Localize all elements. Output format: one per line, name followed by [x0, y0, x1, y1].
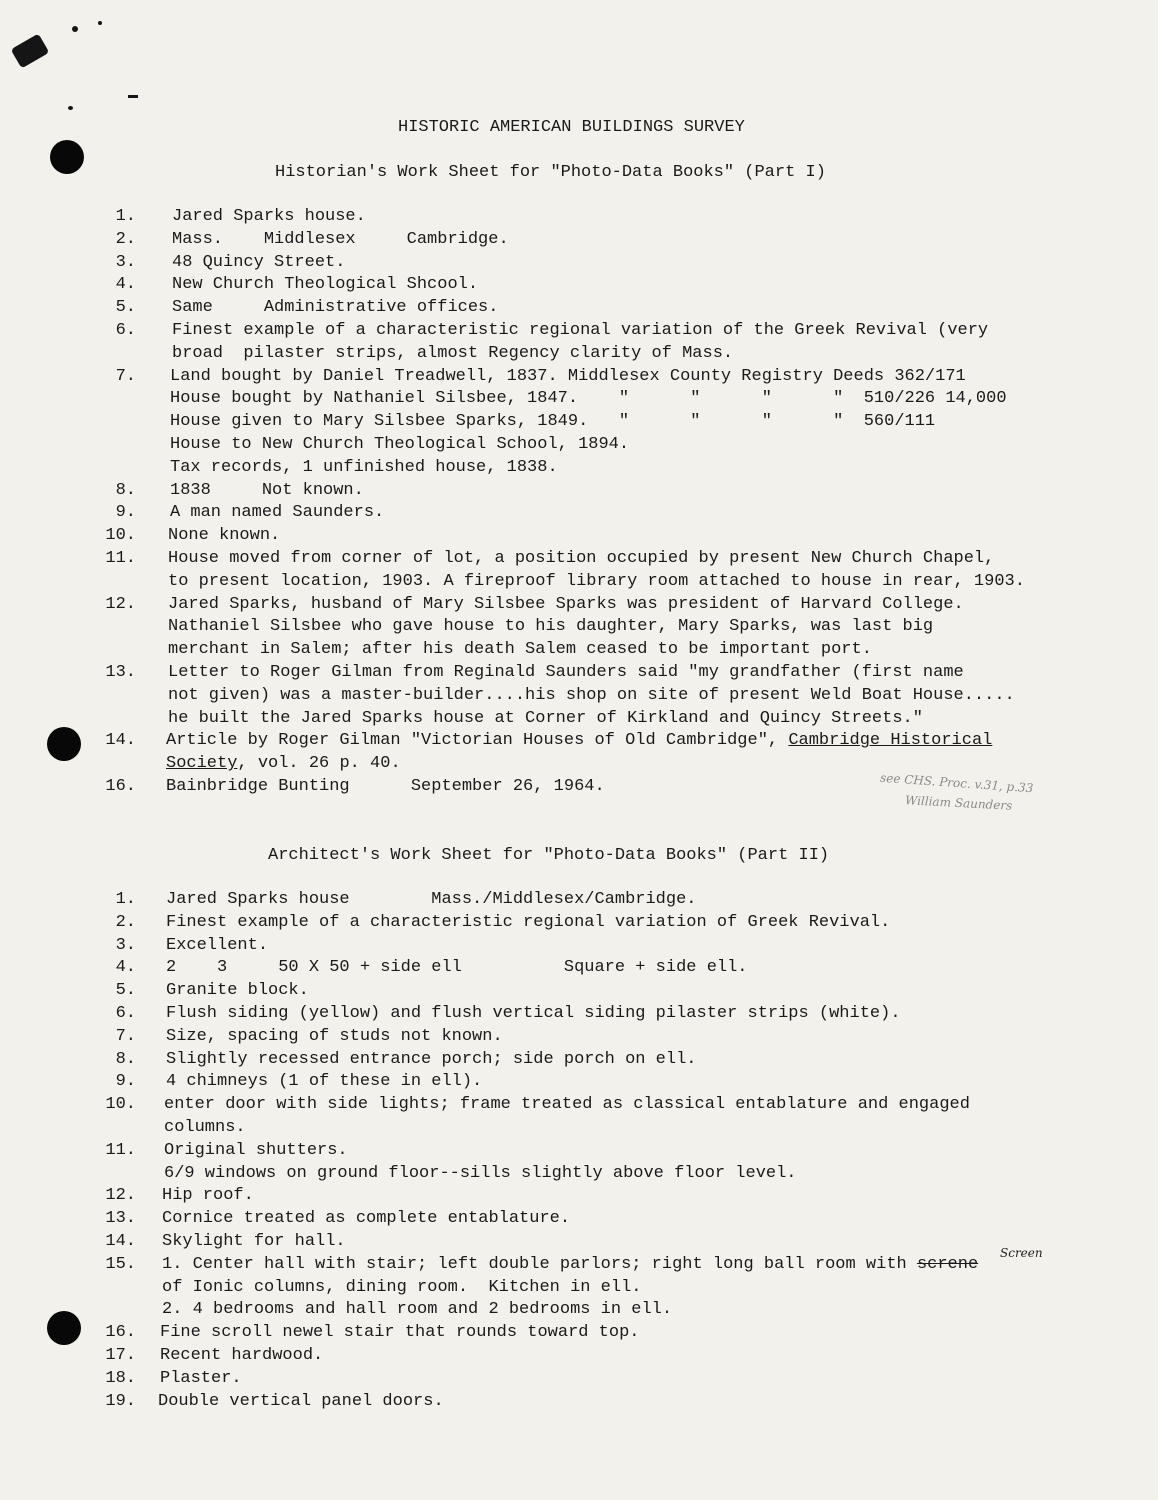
list-item: he built the Jared Sparks house at Corner of Kirkland and Quincy Streets.": [168, 708, 923, 728]
punch-hole-top: [50, 140, 84, 174]
list-item: 6/9 windows on ground floor--sills slightly above floor level.: [164, 1163, 797, 1183]
list-item: 1. Jared Sparks house Mass./Middlesex/Cambridge.: [115, 890, 697, 909]
part2-heading: Architect's Work Sheet for "Photo-Data Books" (Part II): [268, 846, 830, 865]
list-item: 8. Slightly recessed entrance porch; side porch on ell.: [115, 1049, 697, 1069]
list-item: 6. Flush siding (yellow) and flush vertical siding pilaster strips (white).: [115, 1003, 901, 1023]
list-item: 13. Letter to Roger Gilman from Reginald Saunders said "my grandfather (first name: [105, 662, 964, 682]
list-item: House bought by Nathaniel Silsbee, 1847. " " " " 510/226 14,000: [170, 389, 1007, 409]
list-item: Tax records, 1 unfinished house, 1838.: [170, 457, 558, 477]
list-item: 14. Skylight for hall.: [105, 1231, 346, 1251]
list-item: merchant in Salem; after his death Salem ceased to be important port.: [168, 640, 872, 660]
handwritten-note: William Saunders: [904, 793, 1013, 813]
list-item: 12. Jared Sparks, husband of Mary Silsbee Sparks was president of Harvard College.: [105, 594, 964, 614]
list-item: broad pilaster strips, almost Regency clarity of Mass.: [172, 343, 734, 363]
corner-speck: [68, 106, 73, 110]
corner-speck: [11, 33, 50, 68]
list-item: 12. Hip roof.: [105, 1186, 254, 1206]
list-item: 17. Recent hardwood.: [105, 1345, 324, 1365]
list-item: 2. Mass. Middlesex Cambridge.: [115, 229, 509, 249]
list-item: 4. New Church Theological Shcool.: [115, 275, 479, 295]
publication-title: Cambridge Historical: [788, 731, 993, 751]
list-item: to present location, 1903. A fireproof library room attached to house in rear, 1903.: [168, 571, 1025, 591]
list-item: 18. Plaster.: [105, 1368, 242, 1388]
struck-word: screne: [916, 1254, 979, 1274]
part1-heading: Historian's Work Sheet for "Photo-Data Books" (Part I): [275, 163, 826, 182]
list-item: 15. 1. Center hall with stair; left double parlors; right long ball room with screne: [105, 1254, 979, 1274]
list-item: 10. None known.: [105, 526, 281, 546]
list-item: 14. Article by Roger Gilman "Victorian Houses of Old Cambridge", Cambridge Historical: [105, 731, 993, 751]
list-item: 3. 48 Quincy Street.: [115, 252, 346, 272]
list-item: 9. A man named Saunders.: [115, 503, 385, 523]
list-item: Nathaniel Silsbee who gave house to his daughter, Mary Sparks, was last big: [168, 617, 934, 637]
list-item: 2. 4 bedrooms and hall room and 2 bedrooms in ell.: [162, 1300, 673, 1320]
list-item: 6. Finest example of a characteristic regional variation of the Greek Revival (very: [115, 320, 989, 340]
list-item: 2. Finest example of a characteristic regional variation of Greek Revival.: [115, 912, 891, 932]
list-item: 11. House moved from corner of lot, a position occupied by present New Church Chapel,: [105, 548, 995, 568]
handwritten-correction: Screen: [1000, 1246, 1043, 1260]
list-item: 11. Original shutters.: [105, 1140, 348, 1160]
list-item: House to New Church Theological School, 1894.: [170, 434, 630, 454]
list-item: 7. Land bought by Daniel Treadwell, 1837. Middlesex County Registry Deeds 362/171: [115, 366, 966, 386]
corner-speck: [128, 95, 138, 98]
list-item: 10. enter door with side lights; frame treated as classical entablature and engaged: [105, 1095, 970, 1115]
document-title: HISTORIC AMERICAN BUILDINGS SURVEY: [398, 118, 745, 137]
publication-title: Society: [166, 754, 238, 774]
corner-speck: [98, 21, 102, 25]
list-item: 7. Size, spacing of studs not known.: [115, 1026, 503, 1046]
list-item: 16. Fine scroll newel stair that rounds toward top.: [105, 1323, 640, 1343]
part2-list: [0, 889, 1158, 1413]
list-item: 8. 1838 Not known.: [115, 480, 364, 500]
handwritten-note: see CHS. Proc. v.31, p.33: [879, 770, 1034, 796]
list-item: 16. Bainbridge Bunting September 26, 1964.: [105, 776, 605, 796]
list-item: 13. Cornice treated as complete entablature.: [105, 1209, 571, 1229]
list-item: of Ionic columns, dining room. Kitchen in ell.: [162, 1277, 642, 1297]
list-item: 9. 4 chimneys (1 of these in ell).: [115, 1072, 483, 1092]
list-item: 19. Double vertical panel doors.: [105, 1391, 444, 1411]
list-item: 5. Same Administrative offices.: [115, 298, 499, 318]
list-item: 3. Excellent.: [115, 935, 269, 955]
list-item: House given to Mary Silsbee Sparks, 1849. " " " " 560/111: [170, 412, 936, 432]
list-item: Society, vol. 26 p. 40.: [166, 754, 401, 774]
list-item: columns.: [164, 1117, 246, 1137]
corner-speck: [72, 26, 78, 32]
list-item: 5. Granite block.: [115, 981, 309, 1001]
list-item: 1. Jared Sparks house.: [115, 207, 366, 226]
part1-list: [0, 206, 1158, 799]
list-item: 4. 2 3 50 X 50 + side ell Square + side ell.: [115, 958, 748, 978]
list-item: not given) was a master-builder....his shop on site of present Weld Boat House.....: [168, 685, 1015, 705]
